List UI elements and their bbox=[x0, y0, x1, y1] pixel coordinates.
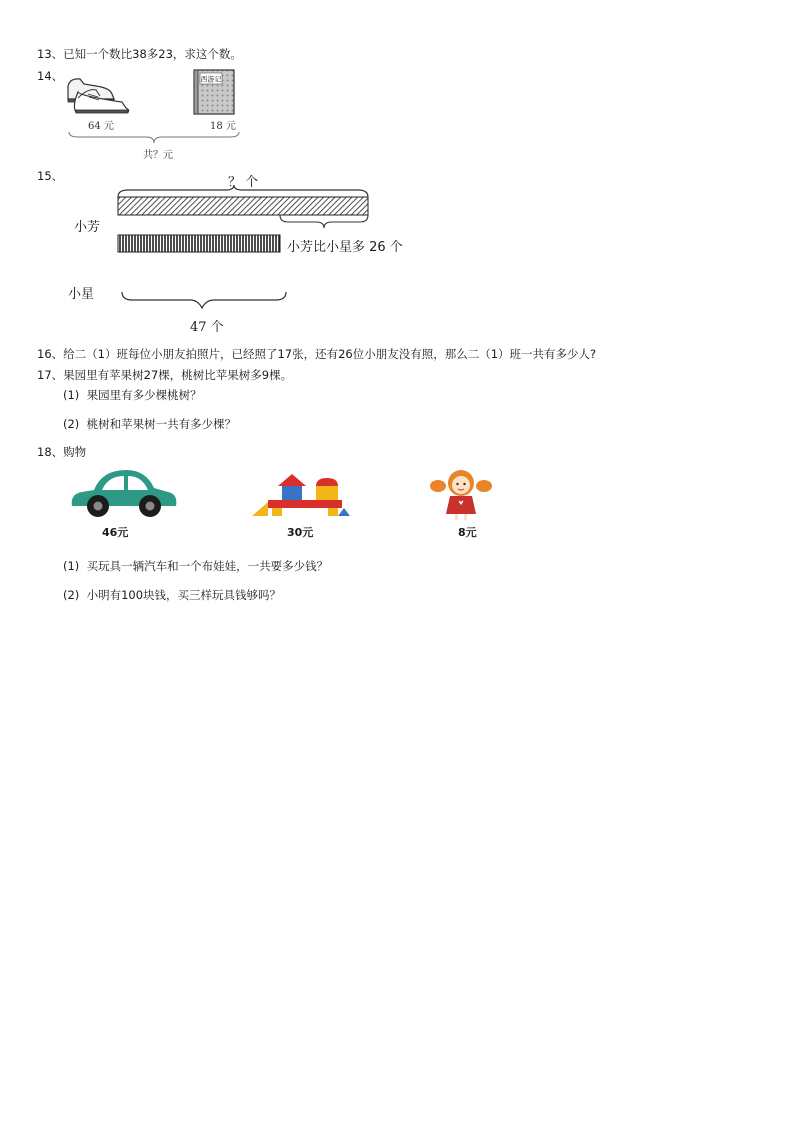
question-17 bbox=[37, 367, 292, 383]
book-icon bbox=[190, 68, 238, 116]
doll-icon bbox=[428, 466, 494, 522]
question-17-sub-2 bbox=[63, 416, 236, 432]
question-17-sub-1 bbox=[63, 387, 202, 403]
sub-text: 果园里有多少棵桃树？ bbox=[86, 388, 202, 402]
question-number: 17、 bbox=[37, 368, 64, 382]
sub-index: (1) bbox=[63, 559, 80, 573]
toy-car-icon bbox=[68, 464, 180, 520]
question-text: 果园里有苹果树27棵，桃树比苹果树多9棵。 bbox=[63, 368, 293, 382]
question-18 bbox=[37, 444, 86, 460]
shoes-price: 64 元 bbox=[88, 121, 114, 132]
sub-index: (2) bbox=[63, 417, 80, 431]
question-14-number: 14、 bbox=[37, 69, 64, 83]
doll-price: 8元 bbox=[458, 526, 477, 539]
question-15-number: 15、 bbox=[37, 169, 64, 183]
book-price: 18 元 bbox=[210, 121, 236, 132]
sub-text: 买玩具一辆汽车和一个布娃娃，一共要多少钱？ bbox=[86, 559, 329, 573]
sub-text: 小明有100块钱，买三样玩具钱够吗？ bbox=[86, 588, 282, 602]
question-18-sub-2 bbox=[63, 587, 281, 603]
bar-xiaofang bbox=[118, 197, 368, 215]
question-number: 18、 bbox=[37, 445, 64, 459]
question-number: 16、 bbox=[37, 347, 64, 361]
question-text: 购物 bbox=[63, 445, 87, 459]
question-text: 给二（1）班每位小朋友拍照片，已经照了17张，还有26位小朋友没有照，那么二（1）班一共有多少人? bbox=[63, 347, 597, 361]
question-number: 13、 bbox=[37, 47, 64, 61]
book-title: 西游记 bbox=[200, 75, 222, 84]
total-label: 共？元 bbox=[143, 150, 173, 161]
segment-diagram bbox=[110, 184, 410, 334]
sub-index: (1) bbox=[63, 388, 80, 402]
question-13 bbox=[37, 46, 242, 62]
difference-label: 小芳比小星多 26 个 bbox=[287, 240, 403, 255]
question-18-sub-1 bbox=[63, 558, 328, 574]
shoes-icon bbox=[62, 72, 132, 114]
sub-text: 桃树和苹果树一共有多少棵？ bbox=[86, 417, 237, 431]
total-brace bbox=[68, 131, 240, 145]
blocks-price: 30元 bbox=[287, 526, 314, 539]
bar-xiaoxing bbox=[118, 235, 280, 252]
building-blocks-icon bbox=[252, 472, 352, 518]
sub-index: (2) bbox=[63, 588, 80, 602]
top-total-label: ？ 个 bbox=[228, 175, 259, 190]
question-16 bbox=[37, 346, 596, 362]
bottom-total-label: 47 个 bbox=[190, 320, 224, 335]
car-price: 46元 bbox=[102, 526, 129, 539]
question-text: 已知一个数比38多23，求这个数。 bbox=[63, 47, 242, 61]
name-xiaoxing: 小星 bbox=[68, 287, 95, 302]
name-xiaofang: 小芳 bbox=[74, 220, 101, 235]
